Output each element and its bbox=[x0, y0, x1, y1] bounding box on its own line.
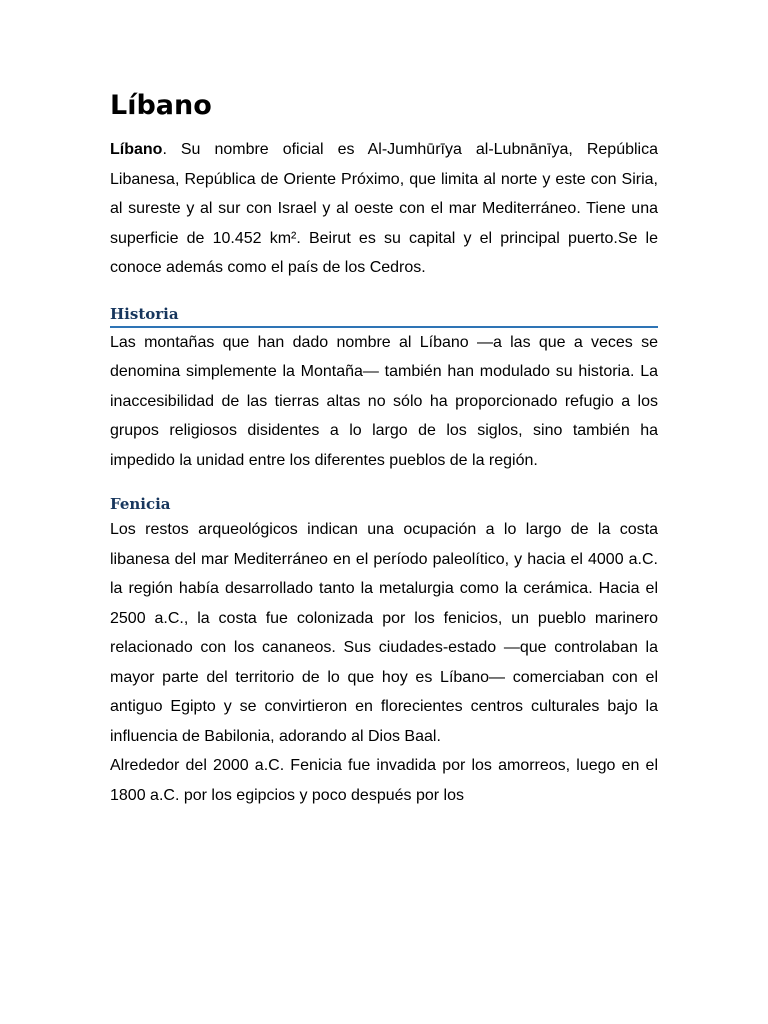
page-title: Líbano bbox=[110, 90, 212, 121]
intro-paragraph bbox=[110, 135, 658, 283]
historia-paragraph: Las montañas que han dado nombre al Líbano —a las que a veces se denomina simplemente la Montaña— también han modulado su historia. La inaccesibilidad de las tierras altas no sólo ha proporcionado refugio a los grupos religiosos disidentes a lo largo de los siglos, sino también ha impedido la unidad entre los diferentes pueblos de la región. bbox=[110, 333, 658, 469]
fenicia-paragraph-2: Alrededor del 2000 a.C. Fenicia fue invadida por los amorreos, luego en el 1800 a.C. por los egipcios y poco después por los bbox=[110, 757, 658, 804]
section-heading-historia: Historia bbox=[110, 303, 658, 328]
fenicia-paragraph-1: Los restos arqueológicos indican una ocupación a lo largo de la costa libanesa del mar Mediterráneo en el período paleolítico, y hacia el 4000 a.C. la región había desarrollado tanto la metalurgia como la cerámica. Hacia el 2500 a.C., la costa fue colonizada por los fenicios, un pueblo marinero relacionado con los cananeos. Sus ciudades-estado —que controlaban la mayor parte del territorio de lo que hoy es Líbano— comerciaban con el antiguo Egipto y se convirtieron en florecientes centros culturales bajo la influencia de Babilonia, adorando al Dios Baal. bbox=[110, 521, 658, 745]
intro-lead: Líbano bbox=[110, 141, 163, 158]
section-heading-fenicia: Fenicia bbox=[110, 495, 171, 513]
intro-text: . Su nombre oficial es Al-Jumhūrīya al-Lubnānīya, República Libanesa, República de Oriente Próximo, que limita al norte y este con Siria, al sureste y al sur con Israel y al oeste con el mar Mediterráneo. Tiene una superficie de 10.452 km². Beirut es su capital y el principal puerto.Se le conoce además como el país de los Cedros. bbox=[110, 141, 658, 276]
